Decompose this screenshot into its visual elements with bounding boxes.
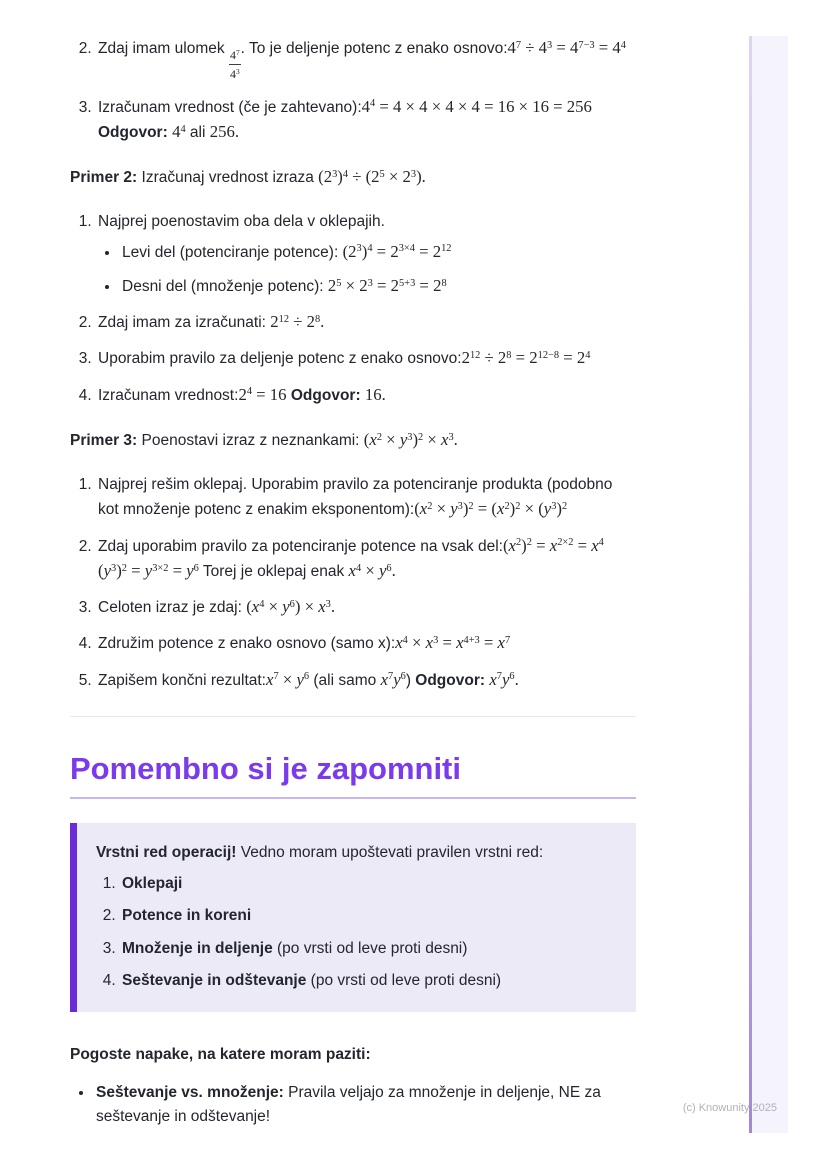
ordered-list — [70, 35, 636, 144]
math-token: . — [453, 429, 458, 449]
exponent: 4 — [355, 562, 362, 574]
text-run: . To je deljenje potenc z enako osnovo: — [240, 40, 508, 57]
math-expression — [328, 276, 447, 295]
math-token: y — [378, 560, 387, 580]
math-expression — [349, 561, 396, 580]
exponent: 6 — [386, 562, 392, 574]
math-token: x — [497, 633, 505, 653]
math-token: x — [395, 633, 403, 653]
list-item-text — [122, 907, 251, 924]
exponent: 6 — [303, 671, 310, 683]
text-run: Izračunaj vrednost izraza — [137, 169, 319, 187]
exponent: 3 — [356, 243, 362, 255]
exponent: 7 — [273, 671, 279, 683]
exponent: 6 — [400, 671, 406, 683]
text-run: (ali samo — [309, 671, 381, 689]
exponent: 8 — [441, 277, 447, 289]
math-expression — [414, 499, 567, 518]
callout-list — [96, 872, 612, 992]
list-item-text — [98, 476, 612, 518]
list-item — [120, 904, 612, 927]
exponent: 2 — [376, 431, 382, 443]
math-token: 2 — [390, 241, 399, 261]
scrollbar-thumb[interactable] — [749, 36, 752, 1133]
list-item — [96, 94, 636, 145]
list-item — [96, 594, 636, 619]
list-item-text — [98, 669, 519, 689]
math-token: × — [264, 597, 283, 617]
math-expression — [172, 122, 186, 141]
exponent: 6 — [193, 562, 199, 574]
math-token: = — [415, 275, 434, 295]
exponent: 2 — [561, 501, 568, 513]
math-token: x — [318, 597, 326, 617]
text-run: Zdaj imam ulomek — [98, 40, 229, 57]
math-token: x — [266, 669, 274, 689]
exponent: 2 — [515, 501, 521, 513]
math-token: x — [441, 429, 449, 449]
math-token: 2 — [323, 167, 333, 187]
list-item — [96, 345, 636, 370]
math-token: 2 — [432, 241, 442, 261]
math-expression — [381, 670, 406, 689]
text-run: Združim potence z enako osnovo (samo x): — [98, 635, 396, 653]
exponent: 2 — [121, 562, 127, 574]
exponent: 3×4 — [398, 243, 415, 255]
exponent: 7−3 — [578, 39, 595, 51]
document-content — [70, 35, 636, 1128]
text-run: Poenostavi izraz z neznankami: — [137, 431, 364, 449]
exponent: 4 — [259, 598, 265, 610]
exponent: 7 — [504, 635, 511, 647]
text-run: Pogoste napake, na katere moram paziti: — [70, 1046, 371, 1064]
text-run: Zdaj uporabim pravilo za potenciranje potence na vsak del: — [98, 537, 503, 555]
math-token: y — [393, 669, 401, 689]
math-token: = — [438, 633, 457, 653]
math-token: 2 — [576, 348, 586, 368]
list-item-text — [98, 599, 335, 616]
list-item-text — [122, 275, 447, 295]
math-token: = — [126, 560, 145, 580]
math-token: 2 — [529, 348, 538, 368]
exponent: 3 — [235, 67, 240, 77]
text-run: Vrstni red operacij! — [96, 843, 237, 861]
math-token: ) — [116, 560, 122, 580]
math-token: = — [414, 241, 433, 261]
exponent: 6 — [289, 598, 295, 610]
math-expression — [98, 561, 199, 580]
exponent: 2 — [526, 537, 532, 549]
exponent: 3 — [407, 431, 413, 443]
exponent: 4 — [367, 243, 373, 255]
text-run: Seštevanje in odštevanje — [122, 971, 307, 989]
list-item — [96, 382, 636, 407]
math-token: ) × — [294, 597, 319, 617]
math-token: y — [186, 560, 194, 580]
math-token: x — [251, 597, 260, 617]
math-token: 4 — [612, 38, 621, 57]
math-token: × — [361, 560, 379, 580]
exponent: 2 — [468, 501, 474, 513]
text-run: Celoten izraz je zdaj: — [98, 599, 247, 617]
exponent: 4+3 — [463, 635, 480, 647]
math-token: 256. — [209, 121, 240, 141]
list-item — [96, 309, 636, 334]
paragraph — [70, 427, 636, 452]
math-token: x — [369, 429, 377, 449]
math-token: ÷ ( — [348, 167, 372, 187]
exponent: 4 — [585, 350, 591, 362]
bullet-list — [98, 239, 636, 299]
watermark: (c) Knowunity 2025 — [682, 1102, 777, 1114]
math-token: = — [479, 633, 498, 653]
ordered-list — [70, 473, 636, 692]
exponent: 2 — [504, 501, 510, 513]
exponent: 2×2 — [557, 537, 574, 549]
math-token: × — [423, 429, 442, 449]
math-token: ) — [361, 241, 368, 261]
list-item-text — [122, 940, 467, 957]
math-expression — [230, 48, 240, 62]
text-run: Izračunam vrednost (če je zahtevano): — [98, 98, 362, 116]
math-token: = — [594, 38, 613, 57]
list-item-text — [98, 314, 324, 331]
ordered-list — [70, 210, 636, 407]
math-token: ) — [509, 499, 516, 519]
text-run: Vedno moram upoštevati pravilen vrstni red: — [236, 843, 544, 861]
exponent: 4 — [180, 123, 186, 135]
text-run: Levi del (potenciranje potence): — [122, 243, 343, 261]
math-token: ÷ — [521, 38, 539, 57]
math-token: y — [144, 560, 153, 580]
exponent: 4 — [370, 98, 376, 110]
math-token: ÷ — [480, 348, 498, 368]
exponent: 7 — [235, 48, 240, 58]
paragraph — [70, 164, 636, 189]
exponent: 6 — [509, 671, 515, 683]
math-token: 2 — [461, 348, 470, 368]
math-token: ( — [98, 560, 104, 580]
exponent: 3 — [111, 562, 117, 574]
math-token: × ( — [520, 499, 544, 519]
exponent: 4 — [402, 635, 408, 647]
math-token: ) — [556, 499, 562, 519]
math-expression — [508, 38, 626, 57]
list-item-text — [98, 96, 592, 141]
list-item — [120, 969, 612, 992]
text-run: Odgovor: — [415, 671, 486, 689]
exponent: 3 — [410, 168, 417, 180]
list-item-text — [122, 875, 182, 892]
math-token: x — [497, 499, 505, 519]
exponent: 3 — [367, 277, 373, 289]
math-expression — [489, 670, 518, 689]
math-expression — [395, 633, 510, 652]
exponent: 3×2 — [152, 562, 169, 574]
callout-box — [70, 823, 636, 1012]
math-token: 2 — [433, 275, 442, 295]
text-run: ) — [405, 671, 416, 689]
math-expression — [210, 122, 239, 141]
exponent: 8 — [314, 313, 321, 325]
exponent: 3 — [551, 501, 557, 513]
text-run: Uporabim pravilo za deljenje potenc z enako osnovo: — [98, 350, 462, 368]
math-expression — [238, 385, 286, 404]
text-run: Oklepaji — [122, 875, 183, 893]
math-token: ( — [414, 499, 420, 519]
math-token: 4 — [229, 66, 236, 81]
exponent: 8 — [506, 350, 512, 362]
math-token: 2 — [402, 167, 411, 187]
list-item — [120, 872, 612, 895]
math-token: = — [573, 535, 592, 555]
list-item-text — [98, 350, 590, 367]
math-token: . — [514, 669, 519, 689]
math-token: 4 — [507, 38, 516, 57]
math-token: x — [508, 535, 516, 555]
text-run: Najprej rešim oklepaj. Uporabim pravilo za potenciranje produkta (podobno kot množenje potenc z enakim eksponentom): — [98, 476, 613, 519]
list-item-text — [98, 535, 604, 580]
text-run: Desni del (množenje potenc): — [122, 277, 328, 295]
math-token: ) — [462, 499, 469, 519]
list-item — [96, 667, 636, 692]
paragraph — [70, 1043, 636, 1066]
exponent: 12−8 — [537, 350, 560, 362]
math-token: = — [559, 348, 577, 368]
math-token: 16. — [364, 384, 386, 404]
math-token: . — [391, 560, 396, 580]
text-run: ali — [185, 123, 210, 141]
math-token: x — [456, 633, 464, 653]
text-run: Najprej poenostavim oba dela v oklepajih. — [98, 213, 385, 231]
math-token: × — [384, 167, 403, 187]
math-expression — [266, 670, 309, 689]
math-token: 2 — [348, 241, 357, 261]
math-token: 2 — [270, 312, 279, 332]
exponent: 5 — [336, 277, 342, 289]
math-token: = — [552, 38, 571, 57]
math-token: x — [380, 669, 388, 689]
math-token: = — [531, 535, 550, 555]
exponent: 7 — [388, 671, 394, 683]
math-token: y — [296, 669, 304, 689]
fraction — [229, 46, 241, 83]
math-token: ( — [318, 167, 324, 187]
list-item — [94, 1081, 636, 1128]
text-run: Torej je oklepaj enak — [198, 562, 349, 580]
math-token: ) — [412, 429, 419, 449]
math-token: x — [425, 633, 434, 653]
math-token: × — [432, 499, 451, 519]
callout-intro — [96, 841, 612, 864]
math-token: = ( — [473, 499, 497, 519]
math-expression — [364, 430, 458, 449]
exponent: 4 — [342, 168, 349, 180]
scrollbar-track[interactable] — [749, 36, 788, 1133]
math-expression — [365, 385, 386, 404]
exponent: 4 — [598, 537, 604, 549]
math-token: x — [591, 535, 599, 555]
text-run: Zapišem končni rezultat: — [98, 671, 266, 689]
list-item-text — [122, 972, 501, 989]
bullet-item — [120, 239, 636, 264]
section-heading: Pomembno si je zapomniti — [70, 750, 636, 799]
math-expression — [318, 167, 426, 186]
text-run: Primer 2: — [70, 169, 138, 187]
list-item-text — [98, 635, 510, 652]
math-expression — [230, 67, 240, 81]
math-token: . — [330, 597, 336, 617]
exponent: 3 — [448, 431, 454, 443]
math-token: x — [489, 669, 497, 689]
exponent: 12 — [469, 350, 481, 362]
math-token: = — [372, 241, 391, 261]
fraction-denominator — [229, 65, 241, 83]
exponent: 2 — [418, 431, 424, 443]
exponent: 3 — [457, 501, 463, 513]
math-token: 4 — [361, 96, 371, 116]
math-token: 2 — [359, 275, 368, 295]
math-token: 4 — [172, 121, 181, 141]
text-run: Izračunam vrednost: — [98, 386, 239, 404]
math-token: ÷ — [289, 312, 307, 332]
math-token: x — [348, 560, 356, 580]
math-token: y — [399, 429, 408, 449]
math-token: y — [103, 560, 112, 580]
list-item-text — [96, 1084, 601, 1124]
exponent: 4 — [246, 386, 252, 398]
math-token: = 4 × 4 × 4 × 4 = 16 × 16 = 256 — [375, 96, 592, 116]
math-token: 4 — [538, 38, 548, 57]
math-token: = — [168, 560, 187, 580]
math-token: x — [419, 499, 428, 519]
math-token: ( — [342, 241, 349, 261]
text-run: Odgovor: — [290, 386, 361, 404]
text-run: Zdaj imam za izračunati: — [98, 314, 271, 332]
math-token: 4 — [570, 38, 579, 57]
math-expression — [503, 536, 604, 555]
exponent: 3 — [433, 635, 439, 647]
math-token: ) — [337, 167, 343, 187]
math-token: × — [382, 429, 400, 449]
exponent: 7 — [496, 671, 502, 683]
list-item-text — [98, 213, 385, 230]
text-run: Primer 3: — [70, 431, 138, 449]
math-token: = — [511, 348, 530, 368]
math-token: × — [278, 669, 297, 689]
math-token: 2 — [497, 348, 507, 368]
exponent: 3 — [325, 598, 331, 610]
list-item — [96, 35, 636, 83]
text-run: (po vrsti od leve proti desni) — [306, 971, 502, 989]
list-item — [120, 937, 612, 960]
bullet-list — [70, 1081, 636, 1128]
list-item — [96, 473, 636, 522]
text-run: (po vrsti od leve proti desni) — [272, 939, 468, 957]
math-token: 2 — [371, 167, 380, 187]
math-token: 2 — [390, 275, 400, 295]
exponent: 4 — [620, 39, 626, 51]
list-item-text — [98, 38, 626, 81]
exponent: 12 — [278, 313, 290, 325]
text-run: Pravila veljajo za množenje in deljenje, NE za seštevanje in odštevanje! — [96, 1084, 601, 1125]
exponent: 5 — [379, 168, 385, 180]
text-run: Odgovor: — [98, 123, 168, 141]
list-item-text — [122, 241, 452, 261]
math-token: 2 — [306, 312, 315, 332]
fraction-numerator — [229, 46, 241, 65]
math-expression — [343, 242, 452, 261]
text-run: Seštevanje vs. množenje: — [96, 1084, 284, 1102]
math-token: ( — [246, 597, 252, 617]
exponent: 2 — [427, 501, 433, 513]
math-token: 2 — [238, 384, 247, 404]
math-token: = — [372, 275, 391, 295]
list-item — [96, 533, 636, 584]
section-divider — [70, 716, 636, 717]
text-run: Množenje in deljenje — [122, 939, 273, 957]
list-item — [96, 210, 636, 298]
math-token: y — [543, 499, 552, 519]
exponent: 12 — [441, 243, 452, 255]
math-token: = 16 — [252, 384, 287, 404]
exponent: 3 — [332, 168, 338, 180]
bullet-item — [120, 273, 636, 298]
math-token: y — [450, 499, 458, 519]
exponent: 2 — [515, 537, 522, 549]
list-item — [96, 630, 636, 655]
math-token: ) — [521, 535, 527, 555]
math-token: y — [501, 669, 510, 689]
exponent: 5+3 — [399, 277, 416, 289]
math-expression — [362, 97, 592, 116]
math-expression — [270, 312, 324, 331]
exponent: 3 — [547, 39, 553, 51]
math-token: × — [407, 633, 426, 653]
math-expression — [246, 597, 335, 616]
math-token: ( — [502, 535, 509, 555]
text-run: Potence in koreni — [122, 907, 252, 925]
math-token: y — [282, 597, 290, 617]
math-token: ( — [363, 429, 370, 449]
exponent: 7 — [515, 39, 522, 51]
math-token: 4 — [229, 48, 236, 62]
list-item-text — [98, 384, 386, 404]
math-token: × — [341, 275, 360, 295]
math-token: x — [549, 535, 558, 555]
math-token: ). — [416, 167, 426, 187]
math-token: 2 — [327, 275, 337, 295]
math-expression — [462, 348, 591, 367]
math-token: . — [320, 312, 325, 332]
